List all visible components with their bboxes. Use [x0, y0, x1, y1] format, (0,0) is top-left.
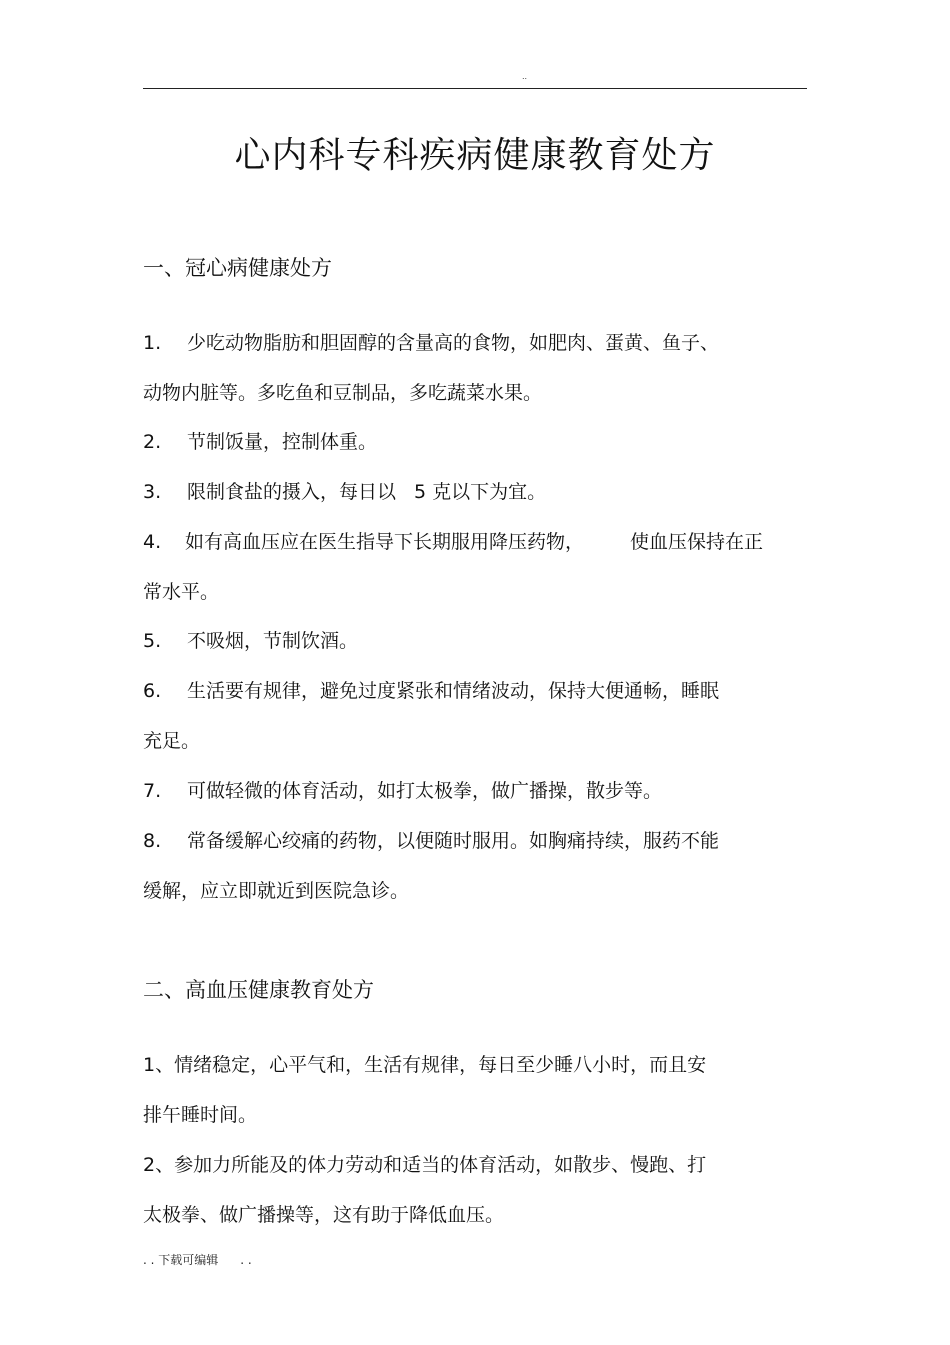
footer-label: . . 下载可编辑: [143, 1253, 219, 1267]
list-item: [143, 1140, 807, 1240]
list-item: [143, 517, 807, 617]
page-footer: [143, 1251, 252, 1268]
item-text: 2、参加力所能及的体力劳动和适当的体育活动，如散步、慢跑、打: [143, 1154, 707, 1176]
list-item: [143, 816, 807, 916]
item-text-continued: 太极拳、做广播操等，这有助于降低血压。: [143, 1204, 505, 1226]
item-text: 不吸烟，节制饮酒。: [187, 630, 359, 652]
list-item: [143, 666, 807, 766]
item-text: 1、情绪稳定，心平气和，生活有规律，每日至少睡八小时，而且安: [143, 1054, 707, 1076]
item-number: 3.: [143, 481, 162, 503]
item-text: 生活要有规律，避免过度紧张和情绪波动，保持大便通畅，睡眠: [187, 680, 720, 702]
document-title: 心内科专科疾病健康教育处方: [234, 135, 716, 176]
list-item: [143, 1040, 807, 1140]
list-item: [143, 616, 807, 666]
item-number: 6.: [143, 680, 162, 702]
item-text-continued: 排午睡时间。: [143, 1104, 258, 1126]
item-text-continued: 常水平。: [143, 581, 220, 603]
item-text-continued: 动物内脏等。多吃鱼和豆制品，多吃蔬菜水果。: [143, 382, 543, 404]
item-text: 少吃动物脂肪和胆固醇的含量高的食物，如肥肉、蛋黄、鱼子、: [187, 332, 720, 354]
list-item: [143, 766, 807, 816]
item-text: 使血压保持在正: [630, 531, 764, 553]
list-item: [143, 318, 807, 418]
item-text: 5 克以下为宜。: [414, 481, 547, 503]
item-text: 可做轻微的体育活动，如打太极拳，做广播操，散步等。: [187, 780, 663, 802]
section-heading-hypertension: 二、高血压健康教育处方: [143, 978, 374, 1002]
item-text: 常备缓解心绞痛的药物，以便随时服用。如胸痛持续，服药不能: [187, 830, 720, 852]
footer-dots: . .: [240, 1253, 252, 1267]
item-number: 2.: [143, 431, 162, 453]
item-number: 8.: [143, 830, 162, 852]
item-text: 如有高血压应在医生指导下长期服用降压药物，: [185, 531, 585, 553]
item-text: 节制饭量，控制体重。: [187, 431, 378, 453]
header-mark: ..: [522, 72, 528, 81]
list-item: [143, 417, 807, 467]
item-text-continued: 缓解，应立即就近到医院急诊。: [143, 880, 410, 902]
list-item: [143, 467, 807, 517]
section-heading-coronary: 一、冠心病健康处方: [143, 256, 332, 280]
item-number: 4.: [143, 531, 162, 553]
item-text-continued: 充足。: [143, 730, 201, 752]
item-number: 7.: [143, 780, 162, 802]
item-number: 1.: [143, 332, 162, 354]
header-rule: [143, 88, 807, 89]
item-text: 限制食盐的摄入，每日以: [187, 481, 397, 503]
item-number: 5.: [143, 630, 162, 652]
